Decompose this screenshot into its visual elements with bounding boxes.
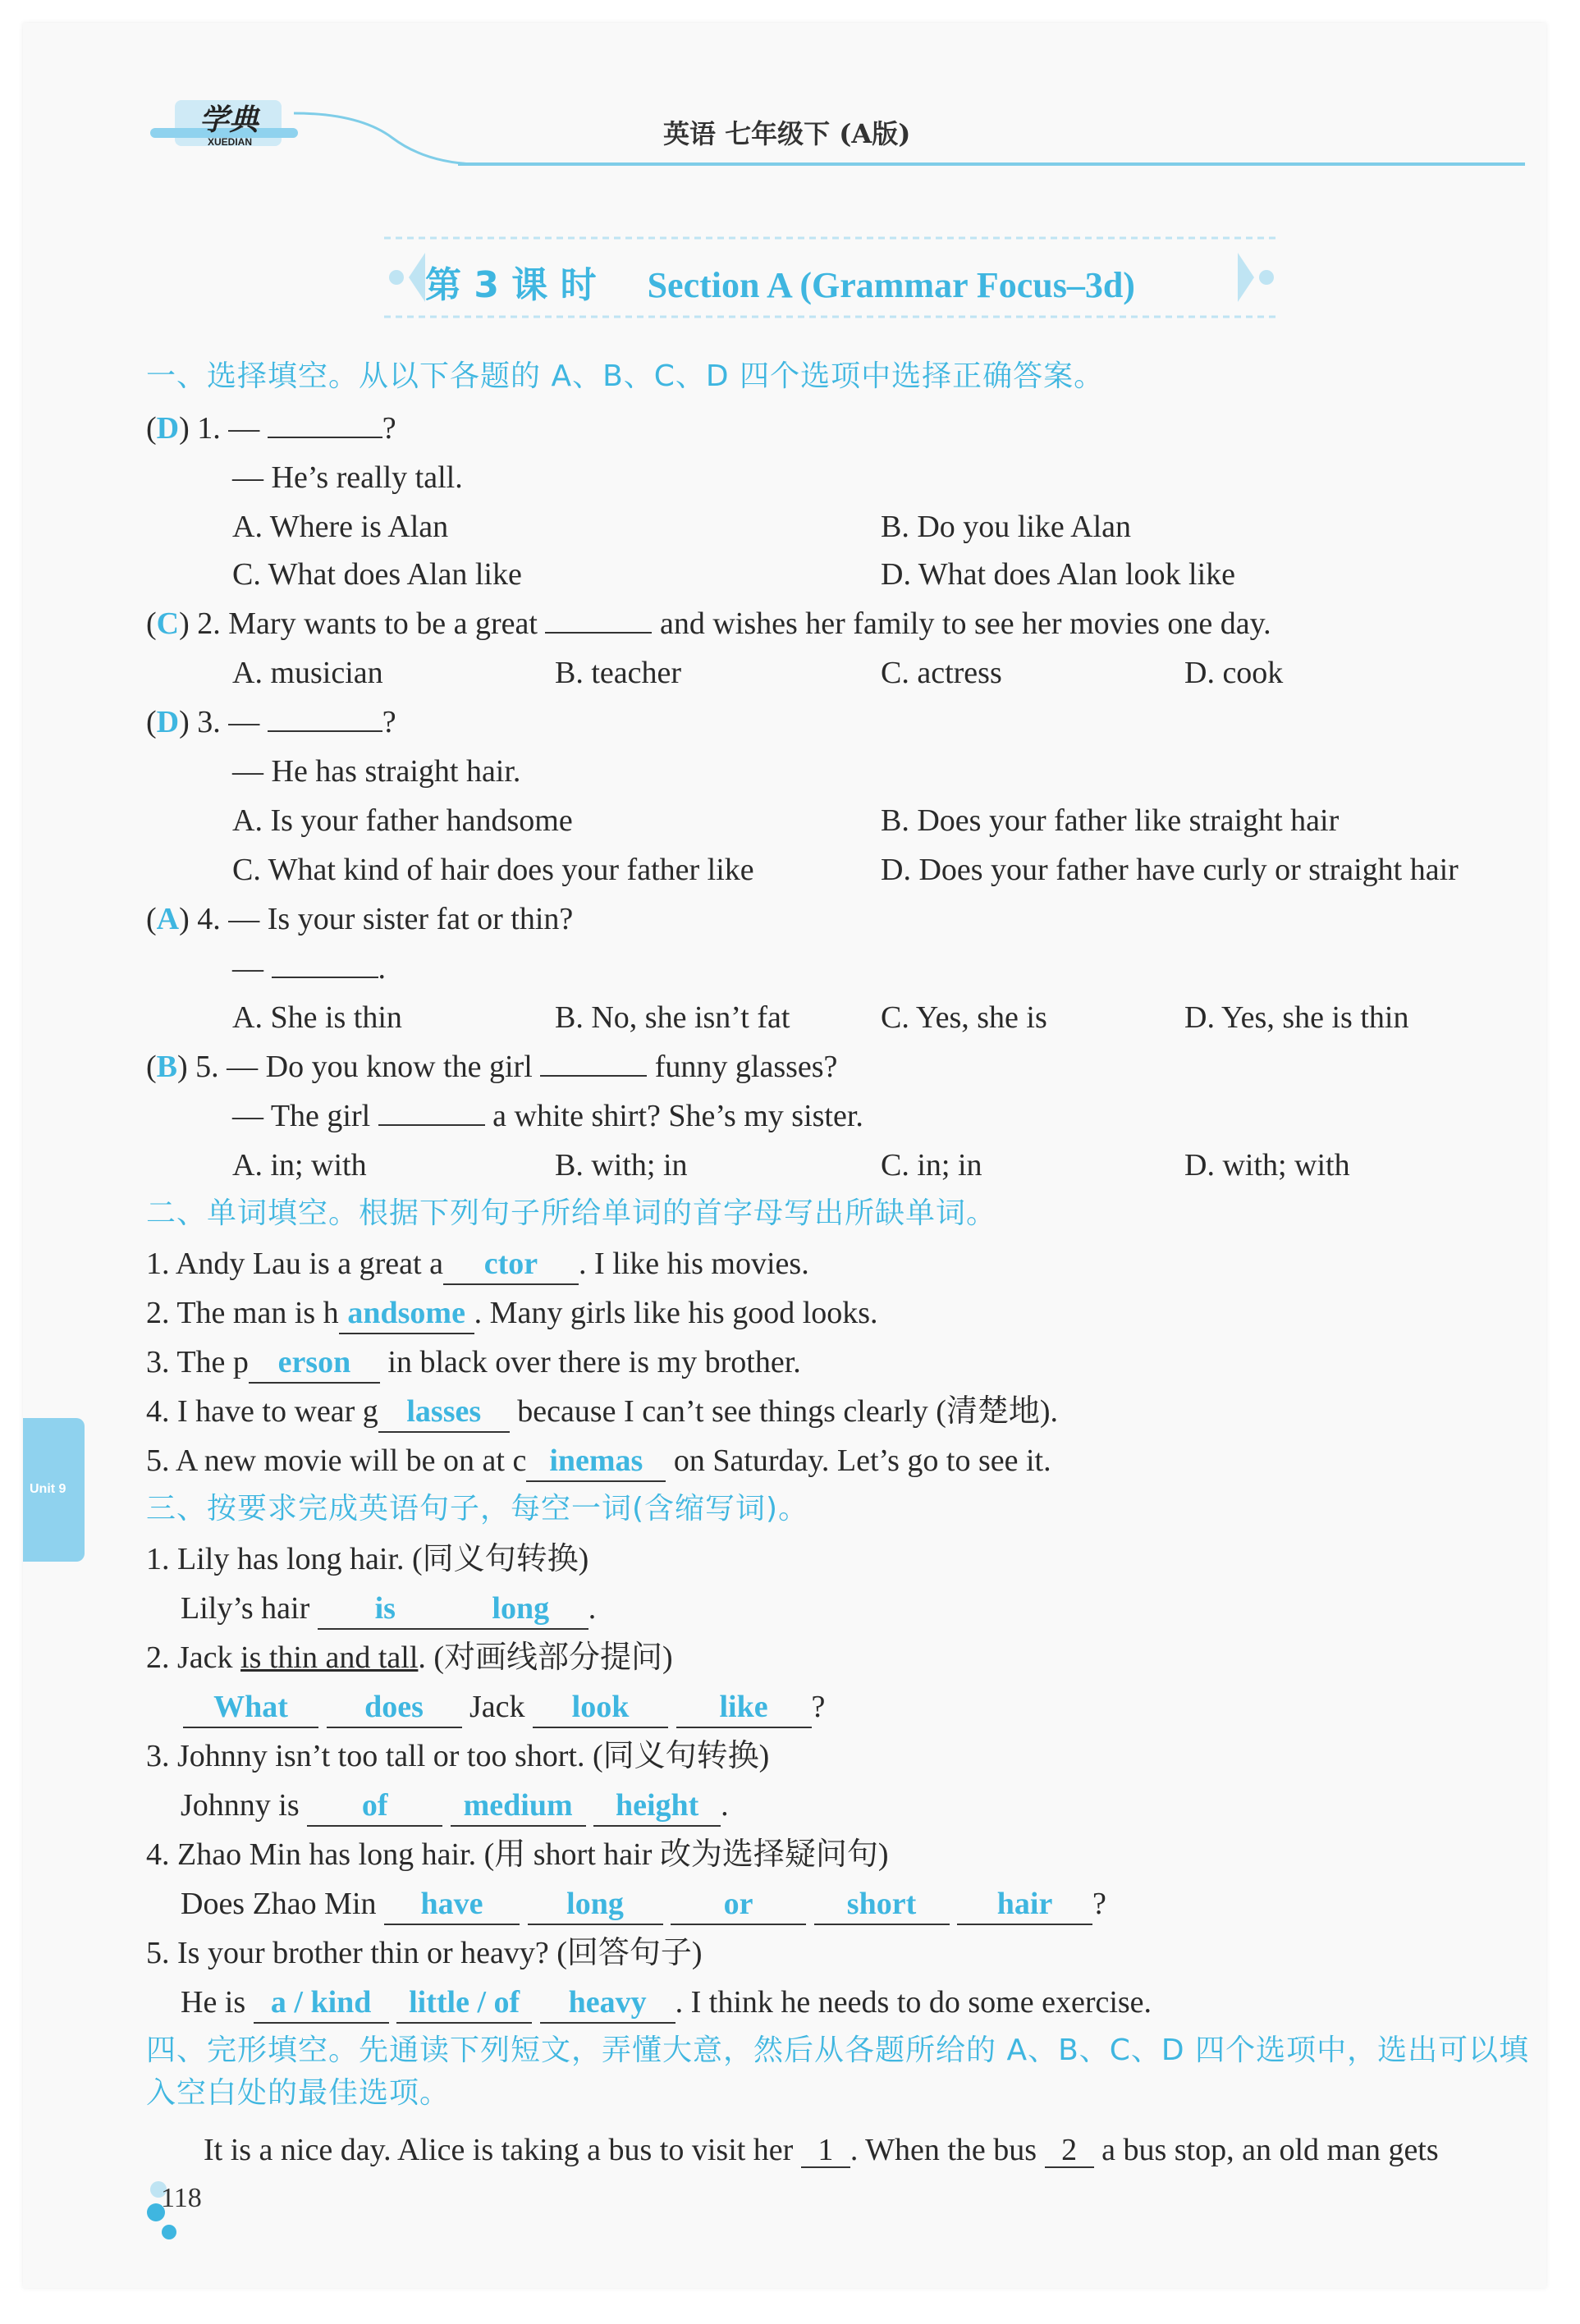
q4-option-a: A. She is thin — [232, 1000, 402, 1035]
p3-item-2-answer: What does Jack look like ? — [183, 1687, 825, 1728]
q3-option-c: C. What kind of hair does your father like — [232, 853, 754, 887]
q5-option-a: A. in; with — [232, 1148, 367, 1183]
lesson-number: 第 3 课 时 — [425, 264, 597, 306]
q4-answer: A — [156, 902, 180, 936]
p2-item-5: 5. A new movie will be on at c inemas on Saturday. Let’s go to see it. — [146, 1441, 1051, 1482]
q1-option-a: A. Where is Alan — [232, 510, 449, 544]
page — [23, 23, 1546, 2288]
q1-number: 1. — [197, 411, 221, 446]
q1-option-b: B. Do you like Alan — [881, 510, 1132, 544]
p3-item-2-prompt: 2. Jack is thin and tall. (对画线部分提问) — [146, 1640, 673, 1675]
page-number: 118 — [161, 2183, 202, 2213]
q4-option-d: D. Yes, she is thin — [1184, 1000, 1409, 1035]
p2-item-1: 1. Andy Lau is a great a ctor . I like his movies. — [146, 1244, 809, 1285]
q5-option-d: D. with; with — [1184, 1148, 1350, 1183]
p2-answer-4: lasses — [378, 1392, 510, 1433]
unit-side-tab — [23, 1418, 85, 1562]
p2-answer-3: erson — [249, 1343, 380, 1384]
unit-tab-label: Unit 9 — [30, 1482, 66, 1496]
q1-reply: — He’s really tall. — [232, 460, 463, 495]
q1-option-c: C. What does Alan like — [232, 557, 522, 592]
q3-reply: — He has straight hair. — [232, 754, 521, 789]
part2-heading: 二、单词填空。根据下列句子所给单词的首字母写出所缺单词。 — [146, 1196, 997, 1230]
q4-reply: — . — [232, 951, 386, 986]
p3-item-1-prompt: 1. Lily has long hair. (同义句转换) — [146, 1542, 589, 1576]
lesson-title — [425, 255, 1135, 308]
q5-reply: — The girl a white shirt? She’s my sister. — [232, 1099, 863, 1133]
p2-item-3: 3. The p erson in black over there is my brother. — [146, 1343, 801, 1384]
p3-item-3-prompt: 3. Johnny isn’t too tall or too short. (同义句转换) — [146, 1739, 770, 1773]
p3-item-4-answer: Does Zhao Min have long or short hair ? — [181, 1884, 1106, 1925]
part4-passage: It is a nice day. Alice is taking a bus to visit her 1 . When the bus 2 a bus stop, an old man gets — [204, 2133, 1439, 2167]
q3-option-d: D. Does your father have curly or straight hair — [881, 853, 1459, 887]
p3-item-1-answer: Lily’s hair is long . — [181, 1589, 596, 1630]
part4-heading-line1: 四、完形填空。先通读下列短文，弄懂大意，然后从各题所给的 A、B、C、D 四个选项中，选出可以填 — [146, 2034, 1530, 2067]
q1-option-d: D. What does Alan look like — [881, 557, 1236, 592]
header-title: 英语 七年级下 (A版) — [663, 118, 911, 149]
p2-item-4: 4. I have to wear g lasses because I can’t see things clearly (清楚地). — [146, 1392, 1058, 1433]
p2-answer-5: inemas — [526, 1441, 666, 1482]
q4-option-c: C. Yes, she is — [881, 1000, 1047, 1035]
p2-answer-1: ctor — [443, 1244, 579, 1285]
q3-option-a: A. Is your father handsome — [232, 803, 573, 838]
q2-answer: C — [156, 606, 180, 641]
q1-answer: D — [156, 411, 180, 446]
part4-heading-line2: 入空白处的最佳选项。 — [146, 2076, 451, 2110]
logo-text: 学典 — [199, 103, 259, 137]
q3-stem: (D) 3. — ? — [146, 705, 396, 739]
q2-option-d: D. cook — [1184, 656, 1284, 690]
q2-option-c: C. actress — [881, 656, 1002, 690]
q1-stem: (D) 1. — ? — [146, 411, 396, 446]
q5-option-b: B. with; in — [555, 1148, 688, 1183]
logo — [150, 95, 314, 158]
q2-option-b: B. teacher — [555, 656, 682, 690]
logo-sub: XUEDIAN — [208, 136, 253, 148]
q4-option-b: B. No, she isn’t fat — [555, 1000, 790, 1035]
q2-stem: (C) 2. Mary wants to be a great and wishes her family to see her movies one day. — [146, 606, 1271, 641]
p2-item-2: 2. The man is h andsome . Many girls like his good looks. — [146, 1293, 878, 1334]
p3-item-4-prompt: 4. Zhao Min has long hair. (用 short hair 改为选择疑问句) — [146, 1837, 889, 1872]
part3-heading: 三、按要求完成英语句子，每空一词(含缩写词)。 — [146, 1492, 809, 1526]
q5-answer: B — [156, 1050, 178, 1084]
q5-stem: (B) 5. — Do you know the girl funny glasses? — [146, 1050, 838, 1084]
q3-option-b: B. Does your father like straight hair — [881, 803, 1340, 838]
p3-item-5-prompt: 5. Is your brother thin or heavy? (回答句子) — [146, 1936, 703, 1970]
q5-option-c: C. in; in — [881, 1148, 982, 1183]
q4-stem: (A) 4. — Is your sister fat or thin? — [146, 902, 574, 936]
part1-heading: 一、选择填空。从以下各题的 A、B、C、D 四个选项中选择正确答案。 — [146, 359, 1105, 393]
q3-answer: D — [156, 705, 180, 739]
p3-item-3-answer: Johnny is of medium height . — [181, 1786, 729, 1827]
p2-answer-2: andsome — [339, 1293, 474, 1334]
p3-item-5-answer: He is a / kind little / of heavy . I think he needs to do some exercise. — [181, 1983, 1152, 2024]
q2-option-a: A. musician — [232, 656, 383, 690]
lesson-section: Section A (Grammar Focus–3d) — [647, 265, 1135, 305]
